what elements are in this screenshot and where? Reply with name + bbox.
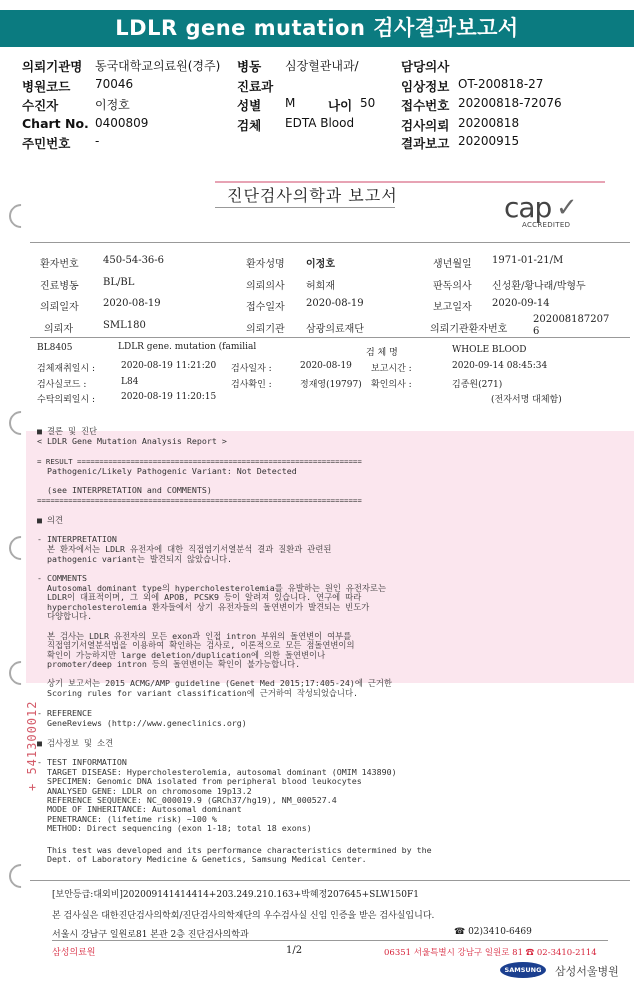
label-collection-time: 검체재취일시 : (37, 364, 96, 374)
label-institution: 의뢰기관 (246, 324, 285, 335)
label-specimen-name: 검 체 명 (366, 348, 398, 358)
scanned-report (0, 171, 634, 995)
value-clinical-info: OT-200818-27 (458, 77, 544, 91)
disclaimer-line: This test was developed and its performance characteristics determined by the (37, 845, 432, 855)
label-age: 나이 (328, 98, 353, 113)
report-banner-title: LDLR gene mutation 검사결과보고서 (0, 10, 634, 47)
value-sex: M (285, 96, 296, 110)
test-info-line: MODE OF INHERITANCE: Autosomal dominant (37, 804, 242, 814)
label-specimen: 검체 (237, 118, 262, 133)
comments-line: promoter/deep intron 등의 돌연변이는 확인이 불가능합니다. (37, 659, 301, 669)
label-test-request: 검사의뢰 (401, 118, 450, 133)
value-institution-patient-no-cont: 6 (533, 326, 540, 337)
value-receipt-date: 2020-08-19 (306, 298, 364, 309)
divider (30, 242, 630, 243)
test-info-line: REFERENCE SEQUENCE: NC_000019.9 (GRCh37/hg19), NM_000527.4 (37, 795, 337, 805)
comments-line: 본 검사는 LDLR 유전자의 모든 exon과 인접 intron 부위의 돌연변이 여부를 (37, 631, 352, 641)
security-line: [보안등급:대외비]202009141414414+203.249.210.163+박혜정207645+SLW150F1 (52, 890, 419, 900)
result-header: = RESULT ================================================================ (37, 457, 362, 466)
samsung-logo: SAMSUNG (500, 962, 546, 978)
label-request-date: 의뢰일자 (40, 302, 79, 313)
test-name: LDLR gene. mutation (familial (118, 342, 257, 352)
reference-link: GeneReviews (http://www.geneclinics.org) (37, 718, 247, 728)
interpretation-line: pathogenic variant는 발견되지 않았습니다. (37, 554, 233, 564)
value-patient: 이정호 (95, 98, 130, 112)
label-verifying-doctor: 확인의사 : (371, 380, 412, 390)
value-report-time: 2020-09-14 08:45:34 (452, 361, 548, 371)
punch-hole-icon (4, 199, 38, 233)
value-reading-doctor: 신성환/황나래/박형두 (492, 281, 586, 292)
value-request-date: 2020-08-19 (103, 298, 161, 309)
label-institution-patient-no: 의뢰기관환자번호 (430, 324, 508, 335)
divider (30, 880, 630, 881)
value-lab-code: L84 (121, 377, 139, 387)
label-patient-name: 환자성명 (246, 259, 285, 270)
certification-line: 본 검사실은 대한진단검사의학회/진단검사의학재단의 우수검사실 신임 인증을 받은 검사실입니다. (52, 911, 435, 921)
lab-address: 서울시 강남구 일원로81 본관 2층 진단검사의학과 (52, 930, 249, 940)
test-info-line: PENETRANCE: (lifetime risk) ~100 % (37, 814, 217, 824)
value-institution: 삼광의료재단 (306, 324, 364, 335)
page-number: 1/2 (286, 945, 303, 956)
value-test-confirm: 정재영(19797) (300, 380, 362, 390)
value-patient-no: 450-54-36-6 (103, 255, 165, 266)
label-hospital-code: 병원코드 (22, 79, 71, 94)
e-signature-note: (전자서명 대체함) (491, 395, 562, 405)
label-accession-no: 접수번호 (401, 98, 450, 113)
value-requester: SML180 (103, 320, 146, 331)
value-entrusted-time: 2020-08-19 11:20:15 (121, 392, 217, 402)
label-report-date: 보고일자 (433, 302, 472, 313)
section-heading-opinion: ■ 의견 (37, 515, 64, 525)
reference-heading: - REFERENCE (37, 708, 92, 718)
label-doctor: 담당의사 (401, 59, 450, 74)
test-info-line: METHOD: Direct sequencing (exon 1-18; total 18 exons) (37, 823, 312, 833)
value-verifying-doctor: 김종원(271) (452, 380, 503, 390)
punch-hole-icon (4, 859, 38, 893)
value-dob: 1971-01-21/M (492, 255, 564, 266)
divider (52, 940, 608, 941)
label-chart-no: Chart No. (22, 116, 89, 131)
label-resident-no: 주민번호 (22, 136, 71, 151)
disclaimer-line: Dept. of Laboratory Medicine & Genetics, Samsung Medical Center. (37, 854, 367, 864)
label-test-confirm: 검사확인 : (231, 380, 272, 390)
result-note: (see INTERPRETATION and COMMENTS) (37, 485, 212, 495)
test-code: BL8405 (37, 343, 73, 353)
interpretation-heading: - INTERPRETATION (37, 534, 117, 544)
value-patient-name: 이정호 (306, 259, 335, 270)
value-ward: BL/BL (103, 277, 135, 288)
label-test-date: 검사일자 : (231, 364, 272, 374)
result-line: Pathogenic/Likely Pathogenic Variant: Not Detected (37, 466, 297, 476)
report-subtitle: < LDLR Gene Mutation Analysis Report > (37, 436, 227, 446)
value-result-report: 20200915 (458, 134, 520, 148)
value-report-date: 2020-09-14 (492, 298, 550, 309)
comments-heading: - COMMENTS (37, 573, 87, 583)
vertical-barcode-number: + 541300012 (25, 700, 39, 791)
label-ward: 진료병동 (40, 281, 79, 292)
value-collection-time: 2020-08-19 11:21:20 (121, 361, 217, 371)
label-ward: 병동 (237, 59, 262, 74)
cap-logo-text: cap (504, 191, 552, 224)
test-info-heading: - TEST INFORMATION (37, 757, 127, 767)
cap-accredited-logo (504, 191, 586, 231)
value-accession-no: 20200818-72076 (458, 96, 562, 110)
value-hospital-code: 70046 (95, 77, 134, 91)
test-info-line: TARGET DISEASE: Hypercholesterolemia, autosomal dominant (OMIM 143890) (37, 767, 397, 777)
interpretation-line: 본 환자에서는 LDLR 유전자에 대한 직접염기서열분석 결과 질환과 관련된 (37, 544, 332, 554)
label-clinical-info: 임상정보 (401, 79, 450, 94)
value-specimen-name: WHOLE BLOOD (452, 345, 527, 355)
label-lab-code: 검사실코드 : (37, 380, 87, 390)
value-test-date: 2020-08-19 (300, 361, 352, 371)
value-resident-no: - (95, 134, 100, 148)
comments-line: LDLR이 대표적이며, 그 외에 APOB, PCSK9 등이 알려져 있습니다. 연구에 따라 (37, 592, 362, 602)
value-referring-doctor: 허희재 (306, 281, 335, 292)
label-patient: 수진자 (22, 98, 59, 113)
comments-line: Autosomal dominant type의 hypercholesterolemia를 유발하는 원인 유전자로는 (37, 583, 386, 593)
hospital-name: 삼성서울병원 (555, 965, 619, 978)
comments-line: 다양합니다. (37, 611, 93, 621)
guideline-line: 상기 보고서는 2015 ACMG/AMP guideline (Genet Med 2015;17:405-24)에 근거한 (37, 678, 392, 688)
label-sex: 성별 (237, 98, 262, 113)
value-institution: 동국대학교의료원(경주) (95, 59, 221, 73)
title-underline (215, 207, 395, 208)
label-entrusted-time: 수탁의뢰일시 : (37, 395, 96, 405)
lab-phone: ☎ 02)3410-6469 (454, 927, 532, 937)
comments-line: 직접염기서열분석법을 이용하여 확인하는 검사로, 이론적으로 모든 점돌연변이의 (37, 640, 355, 650)
checkmark-icon: ✓ (556, 193, 578, 223)
comments-line: 확인이 가능하지만 large deletion/duplication에 의한 돌연변이나 (37, 650, 326, 660)
value-ward: 심장혈관내과/ (285, 59, 359, 73)
label-receipt-date: 접수일자 (246, 302, 285, 313)
comments-line: hypercholesterolemia 환자들에서 상기 유전자들의 돌연변이가 발견되는 빈도가 (37, 602, 370, 612)
section-heading-conclusion: ■ 결론 및 진단 (37, 426, 98, 436)
guideline-line: Scoring rules for variant classification에 근거하여 작성되었습니다. (37, 688, 358, 698)
section-heading-test-info: ■ 검사정보 및 소견 (37, 738, 114, 748)
label-report-time: 보고시간 : (371, 364, 412, 374)
value-test-request: 20200818 (458, 116, 520, 130)
value-specimen: EDTA Blood (285, 116, 355, 130)
value-chart-no: 0400809 (95, 116, 149, 130)
label-department: 진료과 (237, 79, 274, 94)
report-title: 진단검사의학과 보고서 (227, 186, 398, 205)
label-institution: 의뢰기관명 (22, 59, 83, 74)
hospital-small-logo: 삼성의료원 (52, 948, 96, 958)
value-age: 50 (360, 96, 376, 110)
label-requester: 의뢰자 (44, 324, 73, 335)
test-info-line: ANALYSED GENE: LDLR on chromosome 19p13.2 (37, 786, 252, 796)
value-institution-patient-no: 202008187207 (533, 314, 610, 325)
cap-accredited-text: ACCREDITED (522, 221, 571, 229)
test-info-line: SPECIMEN: Genomic DNA isolated from peripheral blood leukocytes (37, 776, 362, 786)
label-reading-doctor: 판독의사 (433, 281, 472, 292)
hospital-address: 06351 서울특별시 강남구 일원로 81 ☎ 02-3410-2114 (384, 948, 597, 958)
label-referring-doctor: 의뢰의사 (246, 281, 285, 292)
label-dob: 생년월일 (433, 259, 472, 270)
divider (30, 337, 630, 338)
label-patient-no: 환자번호 (40, 259, 79, 270)
label-result-report: 결과보고 (401, 136, 450, 151)
result-footer: ========================================================================= (37, 496, 362, 505)
